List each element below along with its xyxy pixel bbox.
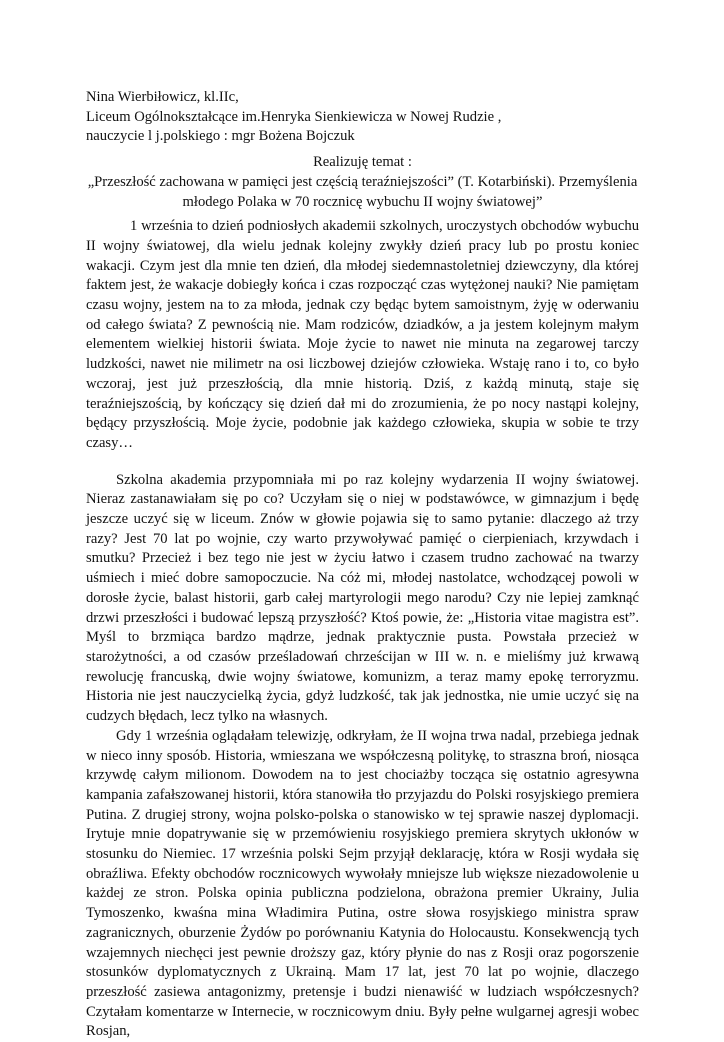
document-page xyxy=(86,88,639,1042)
topic-intro: Realizuję temat : xyxy=(313,154,412,171)
body-paragraph-2: Szkolna akademia przypomniała mi po raz kolejny wydarzenia II wojny światowej. Nieraz zastanawiałam się po co? Uczyłam się o niej w podstawówce, w gimnazjum i będę jeszcze uczyć się w liceum. Znów w głowie pojawia się to samo pytanie: dlaczego aż trzy razy? Jest 70 lat po wojnie, czy warto przywoływać pamięć o cierpieniach, krzywdach i smutku? Przecież i bez tego nie jest w życiu łatwo i czasem trudno zachować na twarzy uśmiech i mieć dobre samopoczucie. Na cóż mi, młodej nastolatce, wchodzącej powoli w dorosłe życie, balast historii, garb całej martyrologii mego narodu? Czy nie lepiej zamknąć drzwi przeszłości i budować lepszą przyszłość? Ktoś powie, że: „Historia vitae magistra est”. Myśl to brzmiąca bardzo mądrze, jednak praktycznie pusta. Powstała przecież w starożytności, a od czasów prześladowań chrześcijan w III w. n. e mieliśmy już krwawą rewolucję francuską, dwie wojny światowe, komunizm, a teraz mamy epokę terroryzmu. Historia nie jest nauczycielką życia, gdyż ludzkość, tak jak jednostka, nie umie uczyć się na cudzych błędach, lecz tylko na własnych. xyxy=(86,471,639,725)
school-line: Liceum Ogólnokształcące im.Henryka Sienkiewicza w Nowej Rudzie , xyxy=(86,108,502,125)
topic-block xyxy=(86,153,639,212)
teacher-line: nauczycie l j.polskiego : mgr Bożena Bojczuk xyxy=(86,128,355,145)
author-line: Nina Wierbiłowicz, kl.IIc, xyxy=(86,89,239,105)
body-paragraph-1: 1 września to dzień podniosłych akademii szkolnych, uroczystych obchodów wybuchu II wojny światowej, dla wielu jednak kolejny zwykły dzień pracy lub po prostu koniec wakacji. Czym jest dla mnie ten dzień, dla młodej siedemnastoletniej dziewczyny, dla której faktem jest, że wakacje dobiegły końca i czas rozpocząć czas wytężonej nauki? Nie pamiętam czasu wojny, jestem na to za młoda, jednak czy będąc bytem samoistnym, żyję w oderwaniu od całego świata? Z pewnością nie. Mam rodziców, dziadków, a ja jestem kolejnym małym elementem wielkiej historii świata. Moje życie to nawet nie minuta na zegarowej tarczy ludzkości, nawet nie milimetr na osi liczbowej dziejów człowieka. Wstaję rano i to, co było wczoraj, jest już przeszłością, dla mnie historią. Dziś, z każdą minutą, staje się teraźniejszością, by kończący się dzień dał mi do zrozumienia, że po nocy nastąpi kolejny, będący przyszłością. Moje życie, podobnie jak każdego człowieka, skupia w sobie te trzy czasy… xyxy=(86,218,639,451)
topic-title-line-2: młodego Polaka w 70 rocznicę wybuchu II wojny światowej” xyxy=(182,193,543,210)
body-paragraph-3: Gdy 1 września oglądałam telewizję, odkryłam, że II wojna trwa nadal, przebiega jednak w nieco inny sposób. Historia, wmieszana we współczesną politykę, to straszna broń, niosąca krzywdę całym milionom. Dowodem na to jest chociażby tocząca się ostatnio agresywna kampania zafałszowanej historii, która stanowiła tło przyjazdu do Polski rosyjskiego premiera Putina. Z drugiej strony, wojna polsko-polska o stanowisko w tej sprawie naszej dyplomacji. Irytuje mnie dopatrywanie się w przemówieniu rosyjskiego premiera skrytych ukłonów w stosunku do Niemiec. 17 września polski Sejm przyjął deklarację, która w Rosji wydała się obraźliwa. Efekty obchodów rocznicowych wywołały mniejsze lub większe niezadowolenie u każdej ze stron. Polska opinia publiczna podzielona, obrażona premier Ukrainy, Julia Tymoszenko, kwaśna mina Władimira Putina, ostre słowa rosyjskiego ministra spraw zagranicznych, oburzenie Żydów po porównaniu Katynia do Holocaustu. Konsekwencją tych wzajemnych niechęci jest pewnie droższy gaz, który płynie do nas z Rosji oraz pogorszenie stosunków dyplomatycznych z Ukrainą. Mam 17 lat, jest 70 lat po wojnie, dlaczego przeszłość zasiewa antagonizmy, pretensje i budzi nienawiść w ludziach współczesnych? Czytałam komentarze w Internecie, w rocznicowym dniu. Były pełne wulgarnej agresji wobec Rosjan, xyxy=(86,727,639,1040)
topic-title-line-1: „Przeszłość zachowana w pamięci jest częścią teraźniejszości” (T. Kotarbiński). Przemyślenia xyxy=(87,173,638,190)
